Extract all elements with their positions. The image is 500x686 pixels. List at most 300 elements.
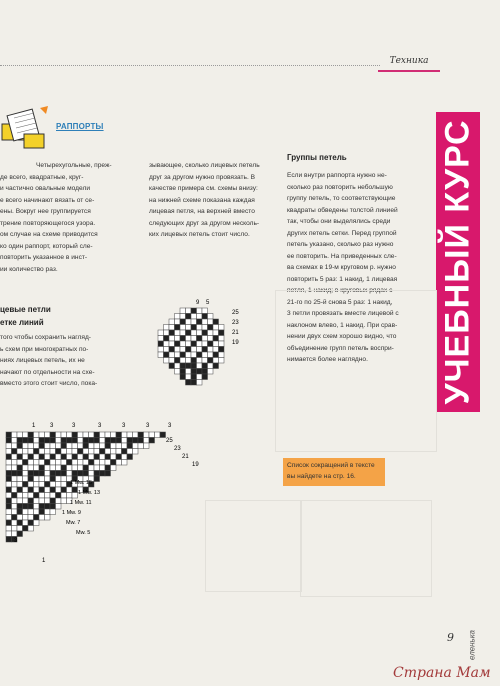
chart-cell bbox=[50, 465, 56, 471]
chart-cell-filled bbox=[50, 454, 56, 460]
chart-cell bbox=[122, 432, 128, 438]
chart-cell-filled bbox=[202, 363, 208, 369]
chart-cell-filled bbox=[17, 454, 23, 460]
chart-cell bbox=[191, 330, 197, 336]
chart-cell bbox=[158, 352, 164, 358]
chart-cell bbox=[23, 487, 29, 493]
chart-cell bbox=[23, 520, 29, 526]
chart-cell bbox=[164, 358, 170, 364]
chart-cell bbox=[45, 498, 51, 504]
chart-mv-label: 1 Mw. 15 bbox=[70, 480, 93, 486]
chart-cell bbox=[219, 358, 225, 364]
chart-cell bbox=[89, 443, 95, 449]
chart-cell-filled bbox=[94, 471, 100, 477]
chart-cell bbox=[213, 358, 219, 364]
chart-cell bbox=[116, 449, 122, 455]
chart-cell-filled bbox=[100, 471, 106, 477]
chart-top-label: 5 bbox=[206, 300, 210, 306]
chart-cell bbox=[78, 432, 84, 438]
chart-cell-filled bbox=[160, 432, 166, 438]
chart-top-label: 3 bbox=[72, 423, 76, 429]
chart-cell bbox=[158, 330, 164, 336]
chart-cell-filled bbox=[213, 336, 219, 342]
chart-cell bbox=[186, 325, 192, 331]
page-number: 9 bbox=[447, 631, 454, 644]
text-line: ены. Вокруг нее группируется bbox=[0, 208, 91, 215]
chart-cell bbox=[169, 352, 175, 358]
chart-cell bbox=[89, 432, 95, 438]
text-line: объединение групп петель воспри- bbox=[287, 344, 394, 352]
chart-cell-filled bbox=[158, 341, 164, 347]
chart-cell bbox=[105, 449, 111, 455]
chart-cell bbox=[12, 460, 18, 466]
chart-top-label: 3 bbox=[122, 423, 126, 429]
chart-cell-filled bbox=[23, 460, 29, 466]
chart-cell-filled bbox=[28, 438, 34, 444]
chart-cell bbox=[111, 465, 117, 471]
chart-cell-filled bbox=[72, 454, 78, 460]
chart-cell bbox=[94, 460, 100, 466]
chart-cell-filled bbox=[50, 504, 56, 510]
chart-cell-filled bbox=[39, 471, 45, 477]
chart-cell bbox=[164, 341, 170, 347]
chart-mv-label: 1 Mw. 11 bbox=[70, 500, 92, 506]
chart-cell bbox=[67, 493, 73, 499]
chart-cell bbox=[34, 498, 40, 504]
chart-cell bbox=[197, 358, 203, 364]
chart-top-label: 3 bbox=[146, 423, 150, 429]
text-line: того чтобы сохранить нагляд- bbox=[0, 334, 92, 341]
chart-cell bbox=[202, 336, 208, 342]
chart-cell bbox=[169, 341, 175, 347]
chart-cell-filled bbox=[191, 380, 197, 386]
text-line: группу петель, то соответствующие bbox=[287, 195, 396, 202]
chart-cell bbox=[6, 443, 12, 449]
chart-cell bbox=[34, 432, 40, 438]
text-line: ь схем при многократных по- bbox=[0, 345, 89, 353]
chart-cell-filled bbox=[202, 314, 208, 320]
chart-cell bbox=[202, 341, 208, 347]
chart-cell-filled bbox=[23, 482, 29, 488]
chart-cell bbox=[67, 443, 73, 449]
chart-cell bbox=[45, 465, 51, 471]
chart-cell bbox=[100, 438, 106, 444]
chart-cell bbox=[23, 515, 29, 521]
explanation-text-column bbox=[149, 160, 274, 241]
chart-cell bbox=[133, 443, 139, 449]
chart-cell-filled bbox=[23, 504, 29, 510]
chart-cell bbox=[28, 515, 34, 521]
chart-cell bbox=[78, 443, 84, 449]
chart-cell bbox=[34, 454, 40, 460]
chart-grid bbox=[158, 308, 224, 385]
chart-cell-filled bbox=[6, 438, 12, 444]
chart-cell-filled bbox=[61, 471, 67, 477]
text-line: других петель сетки. Перед группой bbox=[287, 229, 397, 237]
text-line: сколько раз повторить небольшую bbox=[287, 183, 393, 191]
chart-cell-filled bbox=[28, 454, 34, 460]
chart-cell bbox=[197, 380, 203, 386]
text-line: петель указано, сколько раз нужно bbox=[287, 241, 394, 248]
text-line: повторить указанное в инст- bbox=[0, 254, 88, 261]
chart-cell bbox=[12, 443, 18, 449]
chart-cell bbox=[50, 443, 56, 449]
chart-cell bbox=[202, 308, 208, 314]
chart-cell bbox=[12, 482, 18, 488]
chart-cell-filled bbox=[39, 454, 45, 460]
chart-row-label: 19 bbox=[232, 340, 239, 346]
chart-cell-filled bbox=[61, 487, 67, 493]
chart-cell bbox=[50, 460, 56, 466]
chart-cell bbox=[186, 374, 192, 380]
chart-cell bbox=[45, 449, 51, 455]
chart-cell-filled bbox=[105, 454, 111, 460]
chart-cell-filled bbox=[6, 432, 12, 438]
chart-cell bbox=[12, 465, 18, 471]
chart-cell bbox=[23, 449, 29, 455]
chart-cell bbox=[133, 432, 139, 438]
chart-cell-filled bbox=[45, 460, 51, 466]
knitting-chart-large bbox=[0, 418, 210, 568]
chart-cell-filled bbox=[105, 465, 111, 471]
subheading-stitch-groups: Группы петель bbox=[287, 153, 347, 162]
chart-cell-filled bbox=[175, 341, 181, 347]
text-line: качестве примера см. схемы внизу: bbox=[149, 185, 258, 192]
chart-cell-filled bbox=[28, 520, 34, 526]
chart-cell bbox=[219, 325, 225, 331]
chart-cell bbox=[164, 325, 170, 331]
chart-cell-filled bbox=[197, 352, 203, 358]
chart-cell bbox=[67, 487, 73, 493]
text-line: Четырехугольные, преж- bbox=[36, 162, 112, 169]
chart-cell bbox=[34, 465, 40, 471]
chart-cell bbox=[197, 325, 203, 331]
chart-cell-filled bbox=[138, 432, 144, 438]
chart-cell bbox=[39, 493, 45, 499]
chart-cell bbox=[23, 454, 29, 460]
text-line: е всего начинают вязать от се- bbox=[0, 196, 95, 204]
chart-cell bbox=[12, 520, 18, 526]
chart-cell bbox=[208, 336, 214, 342]
chart-cell bbox=[12, 432, 18, 438]
chart-cell bbox=[6, 449, 12, 455]
chart-cell bbox=[56, 460, 62, 466]
chart-cell bbox=[45, 443, 51, 449]
text-line: де всего, квадратные, круг- bbox=[0, 173, 84, 181]
text-line: нении двух схем хорошо видно, что bbox=[287, 333, 397, 340]
chart-cell-filled bbox=[116, 438, 122, 444]
chart-cell bbox=[197, 363, 203, 369]
chart-cell-filled bbox=[67, 460, 73, 466]
chart-cell-filled bbox=[17, 531, 23, 537]
chart-cell-filled bbox=[186, 330, 192, 336]
chart-top-label: 3 bbox=[168, 423, 172, 429]
chart-cell-filled bbox=[17, 487, 23, 493]
knit-stitches-text-column bbox=[0, 332, 125, 390]
chart-cell bbox=[111, 449, 117, 455]
chart-cell bbox=[78, 460, 84, 466]
chart-cell bbox=[50, 509, 56, 515]
chart-cell-filled bbox=[34, 449, 40, 455]
chart-cell-filled bbox=[83, 454, 89, 460]
intro-text-column bbox=[0, 160, 128, 275]
chart-cell-filled bbox=[116, 432, 122, 438]
chart-cell-filled bbox=[50, 487, 56, 493]
chart-cell-filled bbox=[94, 476, 100, 482]
chart-cell bbox=[208, 369, 214, 375]
chart-cell-filled bbox=[127, 454, 133, 460]
chart-cell-filled bbox=[219, 347, 225, 353]
chart-cell bbox=[28, 509, 34, 515]
text-line: нимается более наглядно. bbox=[287, 356, 368, 363]
chart-cell-filled bbox=[6, 520, 12, 526]
chart-cell bbox=[12, 487, 18, 493]
text-line: ва схемах в 19-м круговом р. нужно bbox=[287, 264, 396, 271]
chart-cell bbox=[169, 325, 175, 331]
chart-cell-filled bbox=[208, 358, 214, 364]
chart-cell-filled bbox=[89, 460, 95, 466]
print-through-grid bbox=[275, 290, 437, 452]
chart-cell-filled bbox=[180, 352, 186, 358]
text-line: друг за другом нужно провязать. В bbox=[149, 173, 256, 181]
chart-cell bbox=[191, 319, 197, 325]
chart-cell-filled bbox=[28, 487, 34, 493]
chart-cell-filled bbox=[78, 449, 84, 455]
chart-cell-filled bbox=[186, 380, 192, 386]
chart-cell-filled bbox=[105, 443, 111, 449]
chart-cell bbox=[50, 482, 56, 488]
watermark-text: Страна Мам bbox=[393, 665, 491, 681]
chart-cell bbox=[34, 520, 40, 526]
chart-cell bbox=[56, 487, 62, 493]
chart-cell-filled bbox=[180, 319, 186, 325]
text-line: начают по отдельности на схе- bbox=[0, 368, 95, 376]
chart-cell bbox=[111, 454, 117, 460]
chart-cell bbox=[72, 460, 78, 466]
chart-bottom-label: 3 bbox=[14, 538, 18, 544]
chart-cell-filled bbox=[12, 471, 18, 477]
chart-mv-label: 1 Mw. 13 bbox=[78, 490, 101, 496]
chart-cell bbox=[39, 432, 45, 438]
chart-cell bbox=[67, 454, 73, 460]
chart-cell-filled bbox=[164, 336, 170, 342]
chart-cell bbox=[6, 482, 12, 488]
chart-cell-filled bbox=[6, 471, 12, 477]
chart-cell bbox=[116, 460, 122, 466]
chart-cell bbox=[12, 509, 18, 515]
chart-cell bbox=[34, 482, 40, 488]
chart-cell-filled bbox=[45, 438, 51, 444]
chart-cell bbox=[78, 438, 84, 444]
chart-cell-filled bbox=[45, 482, 51, 488]
chart-cell-filled bbox=[83, 438, 89, 444]
chart-cell-filled bbox=[169, 363, 175, 369]
chart-cell bbox=[186, 319, 192, 325]
chart-cell bbox=[202, 319, 208, 325]
chart-cell-filled bbox=[219, 330, 225, 336]
chart-cell-filled bbox=[133, 438, 139, 444]
chart-cell-filled bbox=[138, 438, 144, 444]
chart-cell bbox=[191, 314, 197, 320]
chart-cell-filled bbox=[111, 460, 117, 466]
chart-cell bbox=[78, 454, 84, 460]
chart-cell bbox=[89, 465, 95, 471]
chart-cell-filled bbox=[202, 330, 208, 336]
chart-cell bbox=[144, 443, 150, 449]
chart-cell-filled bbox=[17, 438, 23, 444]
chart-cell-filled bbox=[72, 487, 78, 493]
chart-cell bbox=[175, 319, 181, 325]
chart-cell-filled bbox=[111, 438, 117, 444]
chart-cell bbox=[17, 493, 23, 499]
chart-cell bbox=[61, 493, 67, 499]
chart-cell-filled bbox=[191, 358, 197, 364]
chart-cell-filled bbox=[34, 493, 40, 499]
section-tag: Техника bbox=[378, 56, 440, 72]
chart-mv-label: Mw. 5 bbox=[76, 530, 91, 536]
chart-cell-filled bbox=[180, 336, 186, 342]
chart-cell bbox=[208, 319, 214, 325]
chart-cell bbox=[175, 352, 181, 358]
chart-cell bbox=[213, 325, 219, 331]
chart-cell-filled bbox=[197, 336, 203, 342]
chart-cell bbox=[72, 493, 78, 499]
chart-cell bbox=[17, 482, 23, 488]
chart-cell-filled bbox=[17, 465, 23, 471]
chart-cell bbox=[45, 471, 51, 477]
chart-cell bbox=[149, 432, 155, 438]
chart-cell bbox=[175, 330, 181, 336]
chart-cell-filled bbox=[213, 352, 219, 358]
chart-cell bbox=[12, 438, 18, 444]
chart-cell bbox=[208, 363, 214, 369]
chart-cell bbox=[186, 369, 192, 375]
text-line: ии количество раз. bbox=[0, 265, 58, 273]
chart-cell bbox=[169, 358, 175, 364]
chart-cell-filled bbox=[17, 520, 23, 526]
chart-cell bbox=[50, 449, 56, 455]
chart-cell bbox=[72, 443, 78, 449]
chart-cell bbox=[186, 341, 192, 347]
chart-cell bbox=[23, 493, 29, 499]
chart-cell-filled bbox=[72, 432, 78, 438]
text-line: ко один раппорт, который сле- bbox=[0, 242, 93, 250]
text-line: повторить 5 раз: 1 накид, 1 лицевая bbox=[287, 275, 398, 283]
chart-cell bbox=[23, 471, 29, 477]
chart-cell-filled bbox=[39, 465, 45, 471]
chart-cell-filled bbox=[72, 438, 78, 444]
chart-cell-filled bbox=[72, 471, 78, 477]
chart-cell bbox=[100, 432, 106, 438]
chart-cell bbox=[28, 460, 34, 466]
chart-cell-filled bbox=[39, 509, 45, 515]
chart-cell-filled bbox=[67, 438, 73, 444]
chart-cell-filled bbox=[94, 454, 100, 460]
chart-cell bbox=[61, 449, 67, 455]
chart-cell bbox=[158, 347, 164, 353]
chart-cell bbox=[6, 460, 12, 466]
chart-cell bbox=[100, 454, 106, 460]
chart-row-label: 21 bbox=[182, 454, 189, 460]
chart-cell-filled bbox=[12, 493, 18, 499]
chart-cell bbox=[28, 482, 34, 488]
chart-cell-filled bbox=[89, 438, 95, 444]
abbreviations-note bbox=[283, 458, 385, 486]
chart-cell bbox=[34, 487, 40, 493]
chart-cell bbox=[17, 460, 23, 466]
chart-cell-filled bbox=[94, 438, 100, 444]
chart-cell-filled bbox=[23, 438, 29, 444]
chart-cell bbox=[61, 432, 67, 438]
chart-cell bbox=[111, 432, 117, 438]
chart-cell bbox=[186, 308, 192, 314]
chart-cell bbox=[17, 498, 23, 504]
chart-row-label: 25 bbox=[232, 310, 239, 316]
chart-cell bbox=[158, 336, 164, 342]
chart-cell-filled bbox=[6, 504, 12, 510]
chart-cell bbox=[56, 476, 62, 482]
chart-cell-filled bbox=[56, 471, 62, 477]
chart-cell-filled bbox=[28, 504, 34, 510]
chart-cell-filled bbox=[17, 471, 23, 477]
chart-cell bbox=[56, 465, 62, 471]
chart-cell bbox=[17, 476, 23, 482]
chart-cell bbox=[45, 432, 51, 438]
text-line: на нижней схеме показана каждая bbox=[149, 196, 255, 204]
chart-cell bbox=[186, 358, 192, 364]
text-line: следующих друг за другом несколь- bbox=[149, 219, 260, 227]
chart-cell-filled bbox=[61, 454, 67, 460]
chart-cell bbox=[89, 449, 95, 455]
chart-cell bbox=[208, 347, 214, 353]
chart-cell-filled bbox=[45, 504, 51, 510]
chart-cell-filled bbox=[191, 341, 197, 347]
chart-cell bbox=[155, 432, 161, 438]
chart-cell-filled bbox=[180, 369, 186, 375]
chart-cell bbox=[50, 493, 56, 499]
chart-cell-filled bbox=[213, 319, 219, 325]
chart-cell bbox=[180, 308, 186, 314]
chart-cell bbox=[83, 449, 89, 455]
chart-cell-filled bbox=[169, 347, 175, 353]
chart-cell-filled bbox=[6, 476, 12, 482]
chart-cell bbox=[23, 465, 29, 471]
chart-cell-filled bbox=[213, 363, 219, 369]
chart-cell-filled bbox=[83, 443, 89, 449]
chart-cell bbox=[175, 363, 181, 369]
chart-cell-filled bbox=[127, 438, 133, 444]
chart-cell-filled bbox=[50, 476, 56, 482]
chart-cell-filled bbox=[83, 471, 89, 477]
chart-cell bbox=[180, 330, 186, 336]
chart-cell bbox=[34, 460, 40, 466]
chart-cell bbox=[56, 482, 62, 488]
chart-cell bbox=[122, 438, 128, 444]
chart-cell bbox=[100, 443, 106, 449]
chart-cell-filled bbox=[28, 471, 34, 477]
chart-cell bbox=[175, 347, 181, 353]
chart-cell-filled bbox=[191, 374, 197, 380]
chart-row-label: 21 bbox=[232, 330, 239, 336]
chart-cell bbox=[100, 460, 106, 466]
section-heading[interactable]: РАППОРТЫ bbox=[56, 122, 104, 131]
chart-cell bbox=[191, 352, 197, 358]
chart-cell-filled bbox=[202, 369, 208, 375]
text-line: 3 петли провязать вместе лицевой с bbox=[287, 310, 399, 317]
chart-cell bbox=[100, 465, 106, 471]
chart-cell bbox=[28, 443, 34, 449]
chart-cell-filled bbox=[175, 325, 181, 331]
